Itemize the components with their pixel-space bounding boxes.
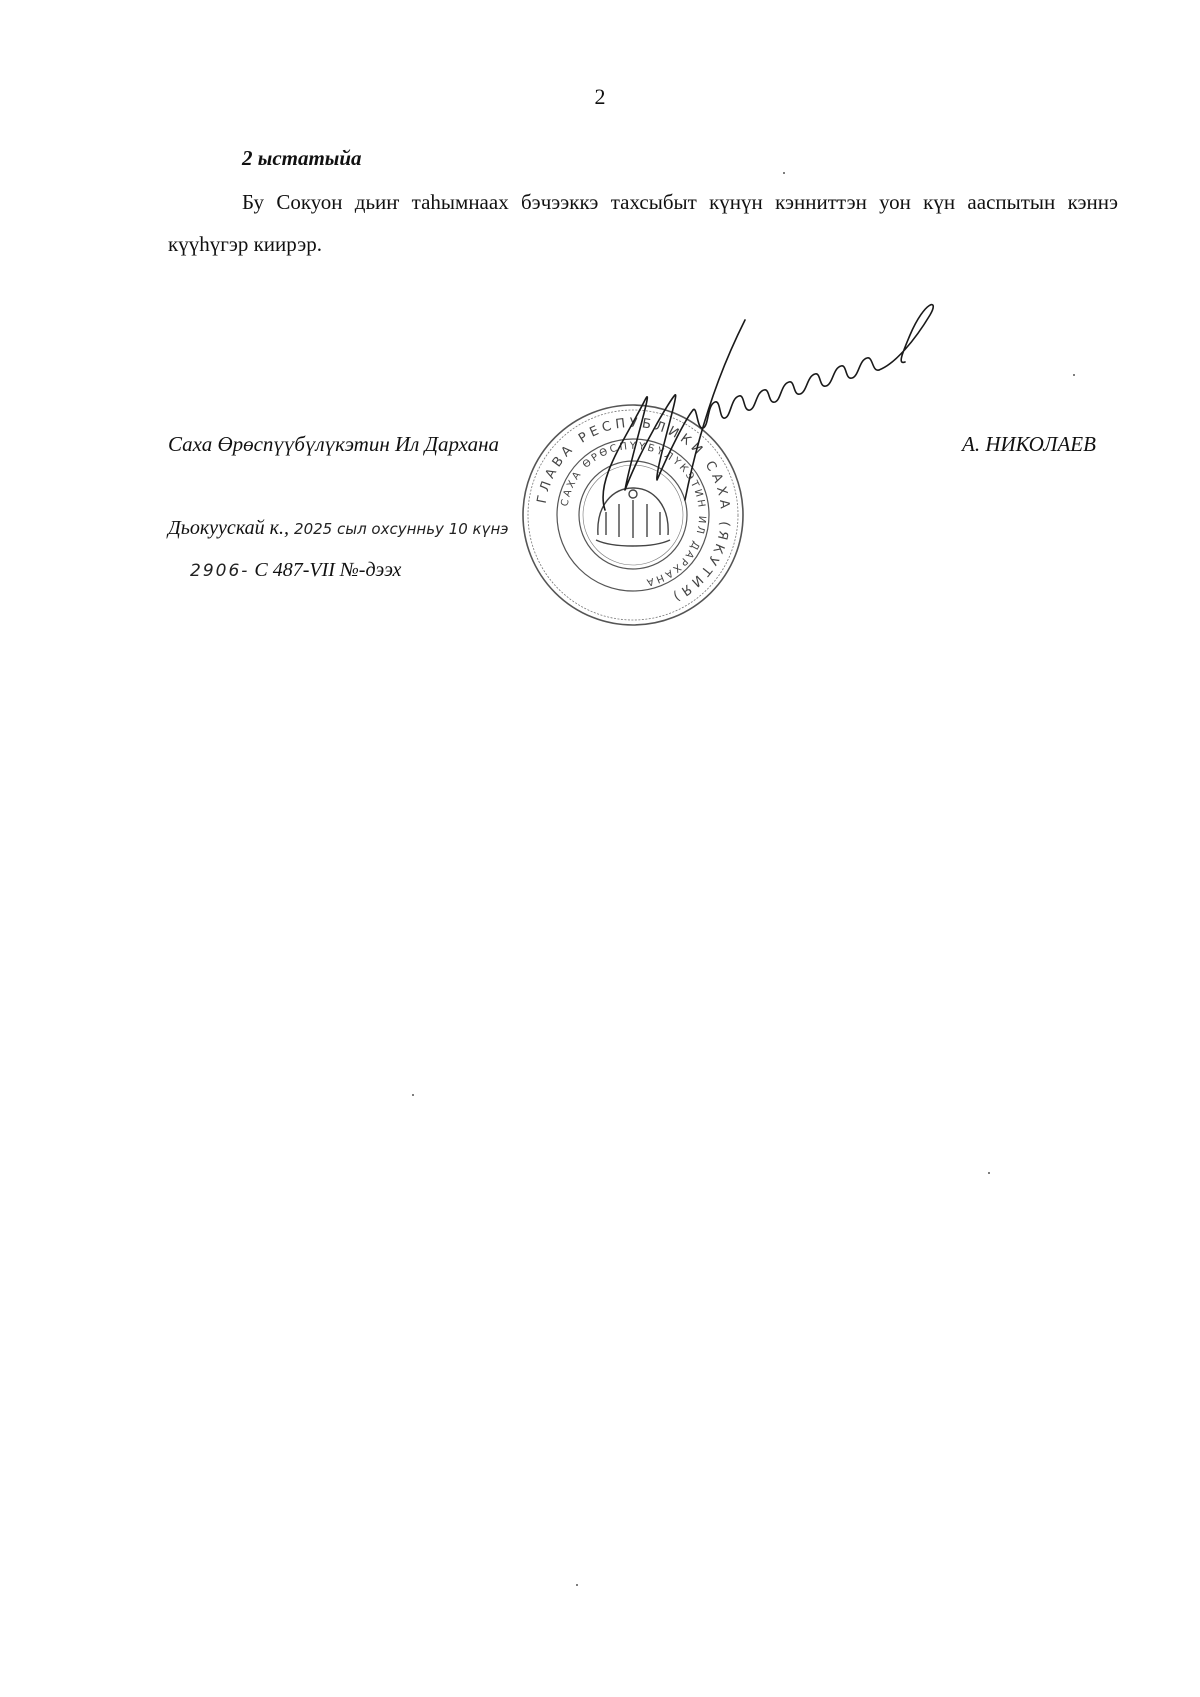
handwritten-number: 2906- (190, 561, 250, 581)
signatory-title: Саха Өрөспүүбүлүкэтин Ил Дарханa (168, 432, 499, 456)
signatory-name: А. НИКОЛАЕВ (962, 432, 1096, 456)
article-body: Бу Сокуон дьиҥ таһымнаах бэчээккэ тахсыбыт күнүн кэнниттэн уон күн ааспытын кэннэ күүһүгэр киирэр. (168, 190, 1118, 256)
scan-speck (412, 1094, 414, 1096)
seal-outer-text: ГЛАВА РЕСПУБЛИКИ САХА (ЯКУТИЯ) (534, 415, 733, 606)
seal-inner-text: САХА ӨРӨСПҮҮБҮЛҮКЭТИН ИЛ ДАРХАНА (559, 440, 708, 589)
document-number-line (190, 559, 401, 582)
place-and-date (168, 517, 509, 540)
document-number: С 487-VII №-дээх (254, 559, 402, 581)
article-title: 2 ыстатыйа (242, 146, 362, 170)
scan-speck (783, 172, 785, 174)
scan-speck (1073, 374, 1075, 376)
place-prefix: Дьокуускай к., (168, 517, 290, 539)
handwritten-date: 2025 сыл охсунньу 10 күнэ (294, 520, 509, 538)
handwritten-signature (585, 280, 1005, 540)
page-number: 2 (594, 84, 606, 109)
scan-speck (988, 1172, 990, 1174)
scan-speck (576, 1584, 578, 1586)
